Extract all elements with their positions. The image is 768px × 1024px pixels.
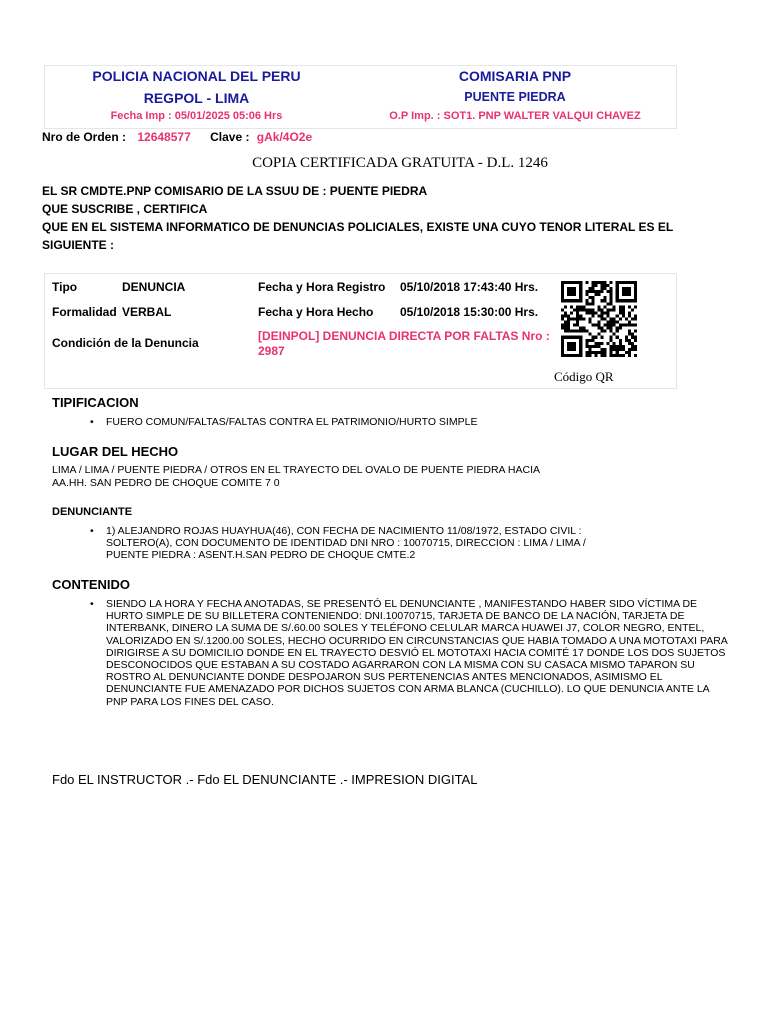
print-officer: O.P Imp. : SOT1. PNP WALTER VALQUI CHAVEZ — [389, 110, 641, 122]
certification-line: QUE EN EL SISTEMA INFORMATICO DE DENUNCIAS POLICIALES, EXISTE UNA CUYO TENOR LITERAL ES EL SIGUIENTE : — [42, 220, 673, 252]
list-item — [90, 525, 630, 562]
formalidad-value: VERBAL — [122, 305, 172, 319]
document-title: COPIA CERTIFICADA GRATUITA - D.L. 1246 — [252, 155, 548, 171]
certification-line: QUE SUSCRIBE , CERTIFICA — [42, 202, 208, 216]
denunciante-text: 1) ALEJANDRO ROJAS HUAYHUA(46), CON FECHA DE NACIMIENTO 11/08/1972, ESTADO CIVIL : SOLTERO(A), CON DOCUMENTO DE IDENTIDAD DNI NRO : 10070715, DIRECCION : LIMA / LIMA / PUENTE PIEDRA : ASENT.H.SAN PEDRO DE CHOQUE CMTE.2 — [106, 525, 586, 562]
tipificacion-title: TIPIFICACION — [52, 395, 139, 410]
clave-value: gAk/4O2e — [256, 130, 313, 144]
signature-line: Fdo EL INSTRUCTOR .- Fdo EL DENUNCIANTE .- IMPRESION DIGITAL — [52, 772, 478, 787]
print-date: Fecha Imp : 05/01/2025 05:06 Hrs — [110, 110, 283, 122]
registro-value: 05/10/2018 17:43:40 Hrs. — [400, 280, 539, 294]
lugar-title: LUGAR DEL HECHO — [52, 444, 179, 459]
condicion-label: Condición de la Denuncia — [52, 336, 199, 350]
list-item — [90, 598, 728, 708]
tipificacion-text: FUERO COMUN/FALTAS/FALTAS CONTRA EL PATRIMONIO/HURTO SIMPLE — [106, 416, 478, 428]
lugar-text: LIMA / LIMA / PUENTE PIEDRA / OTROS EN EL TRAYECTO DEL OVALO DE PUENTE PIEDRA HACIA AA.HH. SAN PEDRO DE CHOQUE COMITE 7 0 — [52, 464, 540, 489]
contenido-title: CONTENIDO — [52, 577, 130, 592]
denunciante-title: DENUNCIANTE — [52, 506, 133, 518]
certification-block — [42, 182, 682, 254]
station-location: PUENTE PIEDRA — [464, 90, 566, 104]
hecho-label: Fecha y Hora Hecho — [258, 305, 374, 319]
bullet-icon: • — [90, 416, 94, 428]
bullet-icon: • — [90, 525, 94, 537]
tipo-value: DENUNCIA — [122, 280, 186, 294]
institution-name: POLICIA NACIONAL DEL PERU — [92, 68, 301, 84]
region-name: REGPOL - LIMA — [143, 90, 250, 106]
formalidad-label: Formalidad — [52, 305, 117, 319]
order-number-label: Nro de Orden : — [42, 130, 127, 144]
condicion-value: [DEINPOL] DENUNCIA DIRECTA POR FALTAS Nro : 2987 — [258, 329, 550, 358]
hecho-value: 05/10/2018 15:30:00 Hrs. — [400, 305, 539, 319]
clave-label: Clave : — [210, 130, 250, 144]
order-line — [42, 130, 312, 144]
list-item — [90, 416, 710, 428]
tipo-label: Tipo — [52, 280, 78, 294]
registro-label: Fecha y Hora Registro — [258, 280, 386, 294]
contenido-text: SIENDO LA HORA Y FECHA ANOTADAS, SE PRESENTÓ EL DENUNCIANTE , MANIFESTANDO HABER SIDO VÍCTIMA DE HURTO SIMPLE DE SU BILLETERA CONTENIENDO: DNI.10070715, TARJETA DE BANCO DE LA NACIÓN, TARJETA DE INTERBANK, DINERO LA SUMA DE S/.60.00 SOLES Y TELÉFONO CELULAR MARCA HUAWEI J7, COLOR NEGRO, ENTEL, VALORIZADO EN S/.1200.00 SOLES, HECHO OCURRIDO EN CIRCUNSTANCIAS QUE HABIA TOMADO A UNA MOTOTAXI PARA DIRIGIRSE A SU DOMICILIO DONDE EN EL TRAYECTO DESVIÓ EL MOTOTAXI HACIA COMITÉ 17 DONDE LOS DOS SUJETOS DESCONOCIDOS QUE ESTABAN A SU COSTADO AGARRARON CON LA MISMA CON SU CASACA MISMO TAPARON SU ROSTRO AL DENUNCIANTE DONDE DESPOJARON SUS PERTENENCIAS ANTES MENCIONADOS, ASIMISMO EL DENUNCIANTE FUE AMENAZADO POR DICHOS SUJETOS CON ARMA BLANCA (CUCHILLO). LO QUE DENUNCIA ANTE LA PNP PARA LOS FINES DEL CASO. — [106, 598, 728, 708]
qr-caption: Código QR — [554, 369, 614, 384]
certification-line: EL SR CMDTE.PNP COMISARIO DE LA SSUU DE : PUENTE PIEDRA — [42, 184, 428, 198]
bullet-icon: • — [90, 598, 94, 610]
qr-code-icon — [560, 281, 638, 357]
order-number-value: 12648577 — [137, 130, 191, 144]
station-name: COMISARIA PNP — [458, 68, 572, 84]
